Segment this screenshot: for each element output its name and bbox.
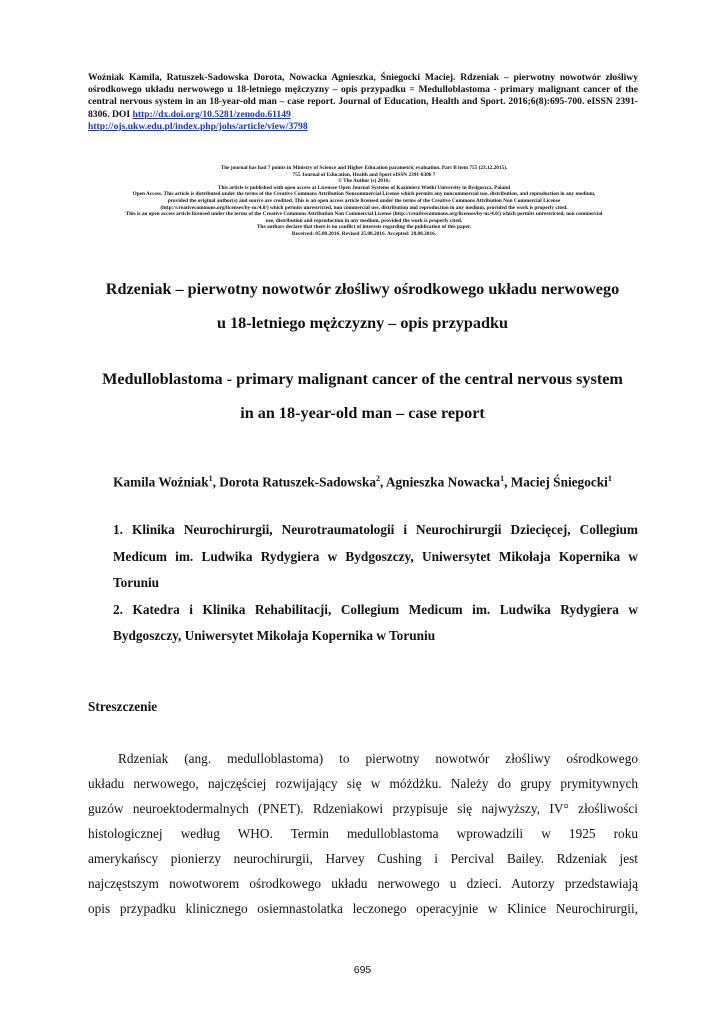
journal-note-line: This is an open access article licensed under the terms of the Creative Commons Attribution Non Commercial License (http://creativecommons.org/licenses/by-nc/4.0/) which permits unrestricted, non commercial — [125, 211, 603, 218]
journal-note-line: Open Access. This article is distributed under the terms of the Creative Commons Attribution Noncommercial License which permits any noncommercial use, distribution, and reproduction in any medium, — [132, 191, 596, 198]
journal-note-line: © The Author (s) 2016; — [337, 178, 391, 185]
abstract-line: układu nerwowego, najczęściej rozwijający się w móżdżku. Należy do grupy prymitywnych — [88, 776, 638, 791]
ojs-article-link[interactable]: http://ojs.ukw.edu.pl/index.php/johs/article/view/3798 — [88, 120, 308, 132]
author-name: Dorota Ratuszek-Sadowska — [219, 474, 376, 490]
author-name: Kamila Woźniak — [113, 474, 209, 490]
author-name: Maciej Śniegocki — [510, 474, 608, 490]
affiliation-list — [113, 517, 638, 650]
title-english-line-2: in an 18-year-old man – case report — [240, 404, 485, 422]
abstract-line: Rdzeniak (ang. medulloblastoma) to pierwotny nowotwór złośliwy ośrodkowego — [118, 751, 638, 766]
page-number: 695 — [353, 964, 372, 976]
affiliation-item: 2. Katedra i Klinika Rehabilitacji, Collegium Medicum im. Ludwika Rydygiera w Bydgoszczy, Uniwersytet Mikołaja Kopernika w Toruniu — [113, 601, 638, 643]
abstract-line: opis przypadku klinicznego osiemnastolatka leczonego operacyjnie w Klinice Neurochirurgii, — [88, 901, 638, 916]
journal-note-line: use, distribution and reproduction in any medium, provided the work is properly cited. — [265, 217, 463, 224]
abstract-line: histologicznej według WHO. Termin medulloblastoma wprowadzili w 1925 roku — [88, 826, 638, 841]
abstract-body — [88, 746, 638, 921]
author-separator: , — [380, 474, 386, 490]
author-separator: , — [212, 474, 220, 490]
journal-note-line: provided the original author(s) and source are credited. This is an open access article licensed under the terms of the Creative Commons Attribution Non Commercial License — [167, 197, 561, 204]
journal-note-line: 755 Journal of Education, Health and Sport eISSN 2391-8306 7 — [292, 171, 436, 178]
title-polish-line-2: u 18-letniego mężczyzny – opis przypadku — [217, 314, 508, 332]
title-polish — [60, 272, 665, 340]
title-english-line-1: Medulloblastoma - primary malignant cancer of the central nervous system — [102, 370, 623, 388]
author-affiliation-marker: 2 — [376, 474, 380, 483]
journal-note-line: The journal has had 7 points in Ministry of Science and Higher Education parametric evaluation. Part B item 755 (23.12.2015). — [220, 165, 508, 171]
abstract-line: amerykańscy pionierzy neurochirurgii, Harvey Cushing i Percival Bailey. Rdzeniak jest — [88, 851, 638, 866]
journal-notes — [84, 165, 644, 238]
author-affiliation-marker: 1 — [500, 474, 505, 483]
journal-note-line: Received: 05.08.2016. Revised 25.08.2016. Accepted: 28.08.2016. — [291, 230, 437, 237]
title-english — [60, 362, 665, 430]
abstract-line: najczęstszym nowotworem ośrodkowego układu nerwowego u dzieci. Autorzy przedstawiają — [88, 876, 638, 891]
author-separator: , — [504, 474, 511, 490]
affiliation-item: 1. Klinika Neurochirurgii, Neurotraumatologii i Neurochirurgii Dziecięcej, Collegium Medicum im. Ludwika Rydygiera w Bydgoszczy, Uniwersytet Mikołaja Kopernika w Toruniu — [113, 522, 638, 590]
title-polish-line-1: Rdzeniak – pierwotny nowotwór złośliwy ośrodkowego układu nerwowego — [105, 280, 620, 298]
author-list — [60, 470, 665, 491]
citation-block — [88, 72, 638, 133]
abstract-heading: Streszczenie — [88, 699, 158, 714]
author-affiliation-marker: 1 — [607, 474, 612, 483]
author-name: Agnieszka Nowacka — [385, 474, 501, 490]
abstract-line: guzów neuroektodermalnych (PNET). Rdzeniakowi przypisuje się najwyższy, IV° złośliwości — [88, 801, 638, 816]
journal-note-line: (http://creativecommons.org/licenses/by-nc/4.0/) which permits unrestricted, non commercial use, distribution and reproduction in any medium, provided the work is properly cited. — [160, 204, 568, 211]
citation-text: Woźniak Kamila, Ratuszek-Sadowska Dorota, Nowacka Agnieszka, Śniegocki Maciej. Rdzeniak – pierwotny nowotwór złośliwy ośrodkowego układu nerwowego u 18-letniego mężczyzny – opis przypadku = Medulloblastoma - primary malignant cancer of the central nervous system in an 18-year-old man – case report. Journal of Education, Health and Sport. 2016;6(8):695-700. eISSN 2391-8306. DOI — [88, 72, 638, 120]
doi-link[interactable]: http://dx.doi.org/10.5281/zenodo.61149 — [132, 108, 291, 120]
journal-note-line: The authors declare that there is no conflict of interests regarding the publication of this paper. — [256, 224, 472, 231]
author-affiliation-marker: 1 — [208, 474, 213, 483]
journal-note-line: This article is published with open access at Licensee Open Journal Systems of Kazimierz Wielki University in Bydgoszcz, Poland — [217, 184, 511, 191]
